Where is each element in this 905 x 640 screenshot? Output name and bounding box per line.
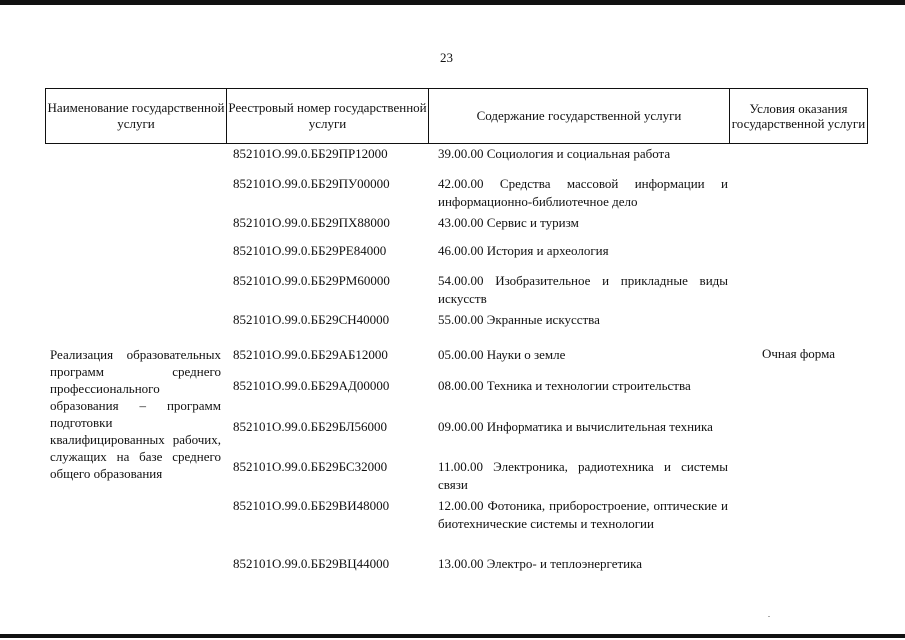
header-service-name: Наименование государственной услуги: [45, 88, 227, 144]
registry-code: 852101О.99.0.ББ29ПР12000: [233, 146, 388, 161]
registry-code: 852101О.99.0.ББ29ВИ48000: [233, 498, 390, 513]
registry-code: 852101О.99.0.ББ29БЛ56000: [233, 419, 388, 434]
service-content: 46.00.00 История и археология: [438, 243, 609, 258]
service-content: 55.00.00 Экранные искусства: [438, 312, 600, 327]
header-conditions: Условия оказания государственной услуги: [729, 88, 868, 144]
registry-code: 852101О.99.0.ББ29ПХ88000: [233, 215, 390, 230]
service-content: 12.00.00 Фотоника, приборостроение, оптические и биотехнические системы и технологии: [438, 498, 728, 531]
bottom-border-bar: [0, 634, 905, 638]
service-name-cell: Реализация образовательных программ среднего профессионального образования – программ подготовки квалифицированных рабочих, служащих на базе среднего общего образования: [50, 347, 221, 481]
service-content: 11.00.00 Электроника, радиотехника и системы связи: [438, 459, 728, 492]
scan-speck: [768, 616, 770, 617]
conditions-cell: Очная форма: [761, 346, 836, 361]
service-content: 13.00.00 Электро- и теплоэнергетика: [438, 556, 643, 571]
service-content: 43.00.00 Сервис и туризм: [438, 215, 579, 230]
registry-code: 852101О.99.0.ББ29РЕ84000: [233, 243, 387, 258]
page-number: 23: [440, 50, 453, 65]
registry-code: 852101О.99.0.ББ29АД00000: [233, 378, 390, 393]
registry-code: 852101О.99.0.ББ29БС32000: [233, 459, 388, 474]
registry-code: 852101О.99.0.ББ29РМ60000: [233, 273, 390, 288]
service-content: 05.00.00 Науки о земле: [438, 347, 566, 362]
service-content: 08.00.00 Техника и технологии строительства: [438, 378, 691, 393]
top-border-bar: [0, 0, 905, 5]
header-registry-number: Реестровый номер государственной услуги: [226, 88, 429, 144]
header-service-content: Содержание государственной услуги: [428, 88, 730, 144]
service-content: 39.00.00 Социология и социальная работа: [438, 146, 671, 161]
registry-code: 852101О.99.0.ББ29ВЦ44000: [233, 556, 390, 571]
registry-code: 852101О.99.0.ББ29АБ12000: [233, 347, 388, 362]
service-content: 42.00.00 Средства массовой информации и информационно-библиотечное дело: [438, 176, 728, 209]
service-content: 09.00.00 Информатика и вычислительная техника: [438, 419, 713, 434]
service-content: 54.00.00 Изобразительное и прикладные виды искусств: [438, 273, 728, 306]
registry-code: 852101О.99.0.ББ29ПУ00000: [233, 176, 390, 191]
registry-code: 852101О.99.0.ББ29СН40000: [233, 312, 390, 327]
